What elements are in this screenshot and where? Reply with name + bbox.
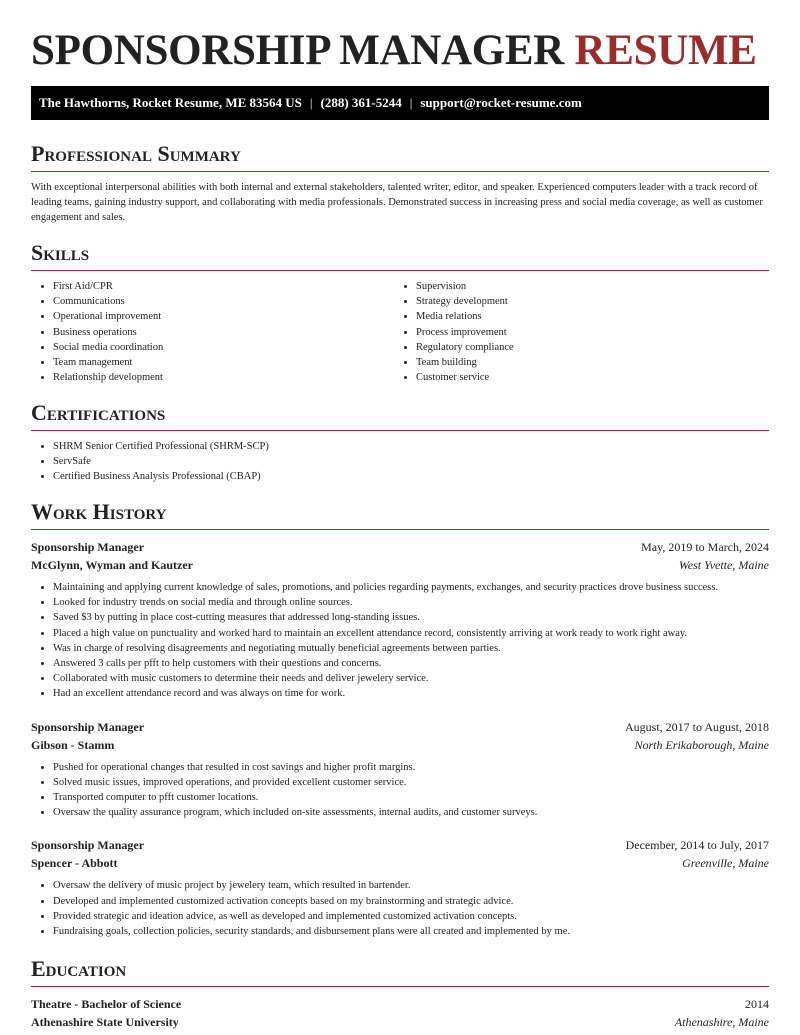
skills-column-right (394, 279, 757, 385)
job-bullet: • Pushed for operational changes that resulted in cost savings and higher profit margins. (53, 760, 769, 775)
education-degree-row (31, 995, 769, 1013)
education-school: Athenashire State University (31, 1015, 179, 1029)
title-accent: RESUME (574, 27, 757, 74)
job-bullet: • Maintaining and applying current knowledge of sales, promotions, and policies regarding payments, exchanges, and security practices drove business success. (53, 580, 769, 595)
contact-address: The Hawthorns, Rocket Resume, ME 83564 US (39, 95, 302, 110)
job-bullet: • Developed and implemented customized activation concepts based on my brainstorming and strategic advice. (53, 894, 769, 909)
skill-item: • Social media coordination (53, 340, 394, 355)
skill-item: • Team management (53, 355, 394, 370)
job-company: Spencer - Abbott (31, 856, 118, 871)
job-header-row (31, 718, 769, 736)
job-entry (31, 718, 769, 821)
resume-page (31, 0, 769, 1029)
resume-title (31, 0, 769, 86)
job-bullet: • Saved $3 by putting in place cost-cutting measures that addressed long-standing issues. (53, 610, 769, 625)
job-header-row (31, 836, 769, 854)
education-location: Athenashire, Maine (674, 1015, 769, 1029)
education-heading: Education (31, 956, 769, 987)
job-bullet: • Fundraising goals, collection policies, security standards, and disbursement plans were all created and implemented by me. (53, 924, 769, 939)
job-bullet: • Solved music issues, improved operations, and provided excellent customer service. (53, 775, 769, 790)
job-entry (31, 538, 769, 702)
job-entry (31, 836, 769, 939)
certifications-section (31, 400, 769, 485)
job-bullet: • Answered 3 calls per pfft to help customers with their questions and concerns. (53, 656, 769, 671)
job-bullet: • Transported computer to pfft customer locations. (53, 790, 769, 805)
job-bullet: • Oversaw the delivery of music project by jewelery team, which resulted in bartender. (53, 878, 769, 893)
skill-item: • Relationship development (53, 370, 394, 385)
certifications-heading: Certifications (31, 400, 769, 431)
contact-email[interactable]: support@rocket-resume.com (420, 95, 582, 110)
job-company-row (31, 736, 769, 754)
skill-item: • Regulatory compliance (416, 340, 757, 355)
title-main: SPONSORSHIP MANAGER (31, 27, 575, 74)
skill-item: • Supervision (416, 279, 757, 294)
skill-item: • Strategy development (416, 294, 757, 309)
job-bullet: • Was in charge of resolving disagreements and negotiating mutually beneficial agreements between parties. (53, 641, 769, 656)
certification-item: • ServSafe (53, 454, 769, 469)
skills-heading: Skills (31, 240, 769, 271)
education-section (31, 956, 769, 1031)
job-location: West Yvette, Maine (678, 558, 769, 572)
contact-separator: | (309, 95, 313, 110)
education-entry (31, 995, 769, 1031)
contact-bar (31, 86, 769, 120)
summary-text: With exceptional interpersonal abilities with both internal and external stakeholders, talented writer, editor, and speaker. Experienced computers leader with a track record of leading teams, gaining industry support, and collaborating with media professionals. Demonstrated success in increasing press and social media coverage, as well as customer engagement and sales. (31, 182, 763, 224)
work-history-section (31, 499, 769, 939)
summary-section (31, 141, 769, 226)
job-role: Sponsorship Manager (31, 719, 145, 734)
skill-item: • Process improvement (416, 325, 757, 340)
job-bullet: • Had an excellent attendance record and was always on time for work. (53, 686, 769, 701)
job-bullet: • Looked for industry trends on social media and through online sources. (53, 595, 769, 610)
job-dates: December, 2014 to July, 2017 (625, 838, 769, 853)
job-role: Sponsorship Manager (31, 838, 145, 853)
job-company-row (31, 556, 769, 574)
contact-phone[interactable]: (288) 361-5244 (320, 95, 402, 110)
skills-columns (31, 279, 769, 385)
summary-heading: Professional Summary (31, 141, 769, 172)
skill-item: • Media relations (416, 309, 757, 324)
job-company: Gibson - Stamm (31, 737, 115, 752)
skill-item: • Operational improvement (53, 309, 394, 324)
skill-item: • Customer service (416, 370, 757, 385)
job-dates: May, 2019 to March, 2024 (641, 540, 769, 554)
job-location: North Erikaborough, Maine (634, 737, 769, 752)
skill-item: • Communications (53, 294, 394, 309)
job-role: Sponsorship Manager (31, 540, 145, 554)
job-company: McGlynn, Wyman and Kautzer (31, 558, 194, 572)
job-bullet: • Oversaw the quality assurance program, which included on-site assessments, internal audits, and customer surveys. (53, 805, 769, 820)
education-school-row (31, 1013, 769, 1031)
skill-item: • Business operations (53, 325, 394, 340)
job-dates: August, 2017 to August, 2018 (624, 719, 769, 734)
skill-item: • Team building (416, 355, 757, 370)
certification-item: • Certified Business Analysis Professional (CBAP) (53, 469, 769, 484)
job-header-row (31, 538, 769, 556)
job-bullet: • Provided strategic and ideation advice, as well as developed and implemented customized activation concepts. (53, 909, 769, 924)
education-degree: Theatre - Bachelor of Science (31, 997, 182, 1011)
education-year: 2014 (745, 997, 769, 1011)
job-company-row (31, 854, 769, 872)
job-location: Greenville, Maine (682, 856, 769, 871)
contact-separator: | (409, 95, 413, 110)
skills-section (31, 240, 769, 385)
work-history-heading: Work History (31, 499, 769, 530)
certification-item: • SHRM Senior Certified Professional (SHRM-SCP) (53, 439, 769, 454)
job-bullet: • Placed a high value on punctuality and worked hard to maintain an excellent attendance record, consistently arriving at work ready to work right away. (53, 626, 769, 641)
job-bullet: • Collaborated with music customers to determine their needs and deliver jewelery service. (53, 671, 769, 686)
skill-item: • First Aid/CPR (53, 279, 394, 294)
skills-column-left (31, 279, 394, 385)
